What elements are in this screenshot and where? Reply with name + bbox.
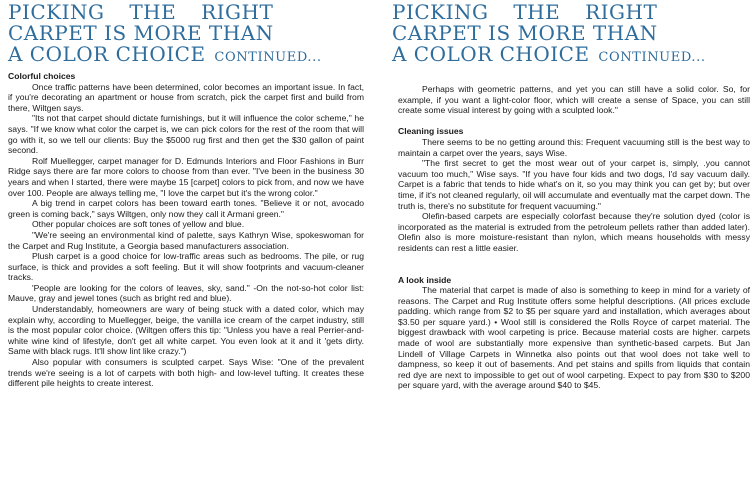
title-line-3-text: A COLOR CHOICE (392, 42, 590, 66)
paragraph: "The first secret to get the most wear out of your carpet is, simply, .you cannot vacuum too much," Wise says. "If you have four kids and two dogs, I'd say vacuum daily. Carpet is a fabric that tends to hide what's on it, so you may think you can get by; but over time, if it's not cleaned regularly, oil will accumulate and eventually mat the carpet down. The truth is, there's no substitute for frequent vacuuming." (398, 158, 750, 211)
paragraph: Perhaps with geometric patterns, and yet you can still have a solid color. So, for example, if you want a light-color floor, which will create a sense of Space, you can still create some visual interest by going with a sculpted look." (398, 84, 750, 116)
title-line-1: PICKING THE RIGHT (8, 0, 274, 24)
paragraph: "Its not that carpet should dictate furnishings, but it will influence the color scheme," he says. "If we know what color the carpet is, we can pick colors for the rest of the room that will go with it, so we tell our clients: Buy the $5000 rug first and then get the $30 gallon of paint second. (8, 113, 364, 156)
article-body (8, 71, 364, 389)
title-line-3 (8, 44, 370, 68)
paragraph: Also popular with consumers is sculpted carpet. Says Wise: "One of the prevalent trends we're seeing is a lot of carpets with both high- and low-level tufting. It creates these different pile heights to create interest. (8, 357, 364, 389)
title-line-3 (392, 44, 754, 68)
article-title (392, 2, 754, 68)
section-heading-cleaning-issues: Cleaning issues (398, 126, 464, 137)
paragraph: Olefin-based carpets are especially colorfast because they're solution dyed (color is incorporated as the material is extruded from the petroleum pellets rather than added later). Olefin also is more moisture-resistant than nylon, which means households with messy residents can rest a little easier. (398, 211, 750, 253)
section-heading-colorful-choices: Colorful choices (8, 71, 76, 81)
paragraph: 'People are looking for the colors of leaves, sky, sand." -On the not-so-hot color list: Mauve, gray and jewel tones (such as bright red and blue). (8, 282, 364, 304)
paragraph: There seems to be no getting around this: Frequent vacuuming still is the best way to maintain a carpet over the years, says Wise. (398, 136, 750, 158)
paragraph: A big trend in carpet colors has been toward earth tones. "Believe it or not, avocado green is coming back," says Wiltgen, only now they call it Armani green." (8, 198, 364, 219)
title-line-2: CARPET IS MORE THAN (392, 21, 658, 45)
right-page (384, 0, 756, 500)
paragraph: Once traffic patterns have been determined, color becomes an important issue. In fact, if you're decorating an apartment or house from scratch, pick the carpet first and build from there, Wiltgen says. (8, 81, 364, 113)
article-title (8, 2, 370, 68)
section-heading-a-look-inside: A look inside (398, 274, 452, 285)
title-line-1: PICKING THE RIGHT (392, 0, 658, 24)
paragraph: Understandably, homeowners are wary of being stuck with a dated color, which may explain why, according to Muellegger, beige, the vanilla ice cream of the carpet industry, still is the most popular color choice. (Wiltgen offers this tip: "Unless you have a real Perrier-and-white wine kind of lifestyle, don't get all white carpet. You even look at it and it 'gets dirty. Same with black rugs. It'll show lint like crazy.") (8, 304, 364, 357)
paragraph: The material that carpet is made of also is something to keep in mind for a variety of reasons. The Carpet and Rug Institute offers some helpful descriptions. (All prices exclude padding. which range from $2 to $5 per square yard and installation, which averages about $3.50 per square yard.) • Wool still is considered the Rolls Royce of carpet material. The biggest drawback with wool carpeting is price. Because material costs are higher. carpets made of wool are substantially more expensive than synthetic-based carpets. But Jan Lindell of Village Carpets in Winnetka also points out that wool does not take well to dampness, so keep it out of basements. And pet stains and spills from liquids that contain red dye are next to impossible to get out of wool carpeting. Expect to pay from $30 to $200 per square yard, with the average around $40 to $45. (398, 285, 750, 391)
title-line-2: CARPET IS MORE THAN (8, 21, 274, 45)
title-continued: CONTINUED... (598, 50, 706, 65)
paragraph: Rolf Muellegger, carpet manager for D. Edmunds Interiors and Floor Fashions in Burr Ridge says there are far more colors to choose from than ever. "I've been in the business 30 years and when I started, there were maybe 15 [carpet] colors to pick from, and now we have over 100. People are always telling me, "I love the carpet but it's the wrong color." (8, 155, 364, 198)
left-page (0, 0, 372, 500)
paragraph: Plush carpet is a good choice for low-traffic areas such as bedrooms. The pile, or rug surface, is thick and provides a soft feeling. But it will show footprints and vacuum-cleaner tracks. (8, 251, 364, 283)
paragraph: "We're seeing an environmental kind of palette, says Kathryn Wise, spokeswoman for the Carpet and Rug Institute, a Georgia based manufacturers association. (8, 229, 364, 251)
title-line-3-text: A COLOR CHOICE (8, 42, 206, 66)
paragraph: Other popular choices are soft tones of yellow and blue. (32, 219, 245, 230)
article-body (398, 84, 750, 391)
title-continued: CONTINUED... (214, 50, 322, 65)
page-gutter (372, 0, 384, 500)
